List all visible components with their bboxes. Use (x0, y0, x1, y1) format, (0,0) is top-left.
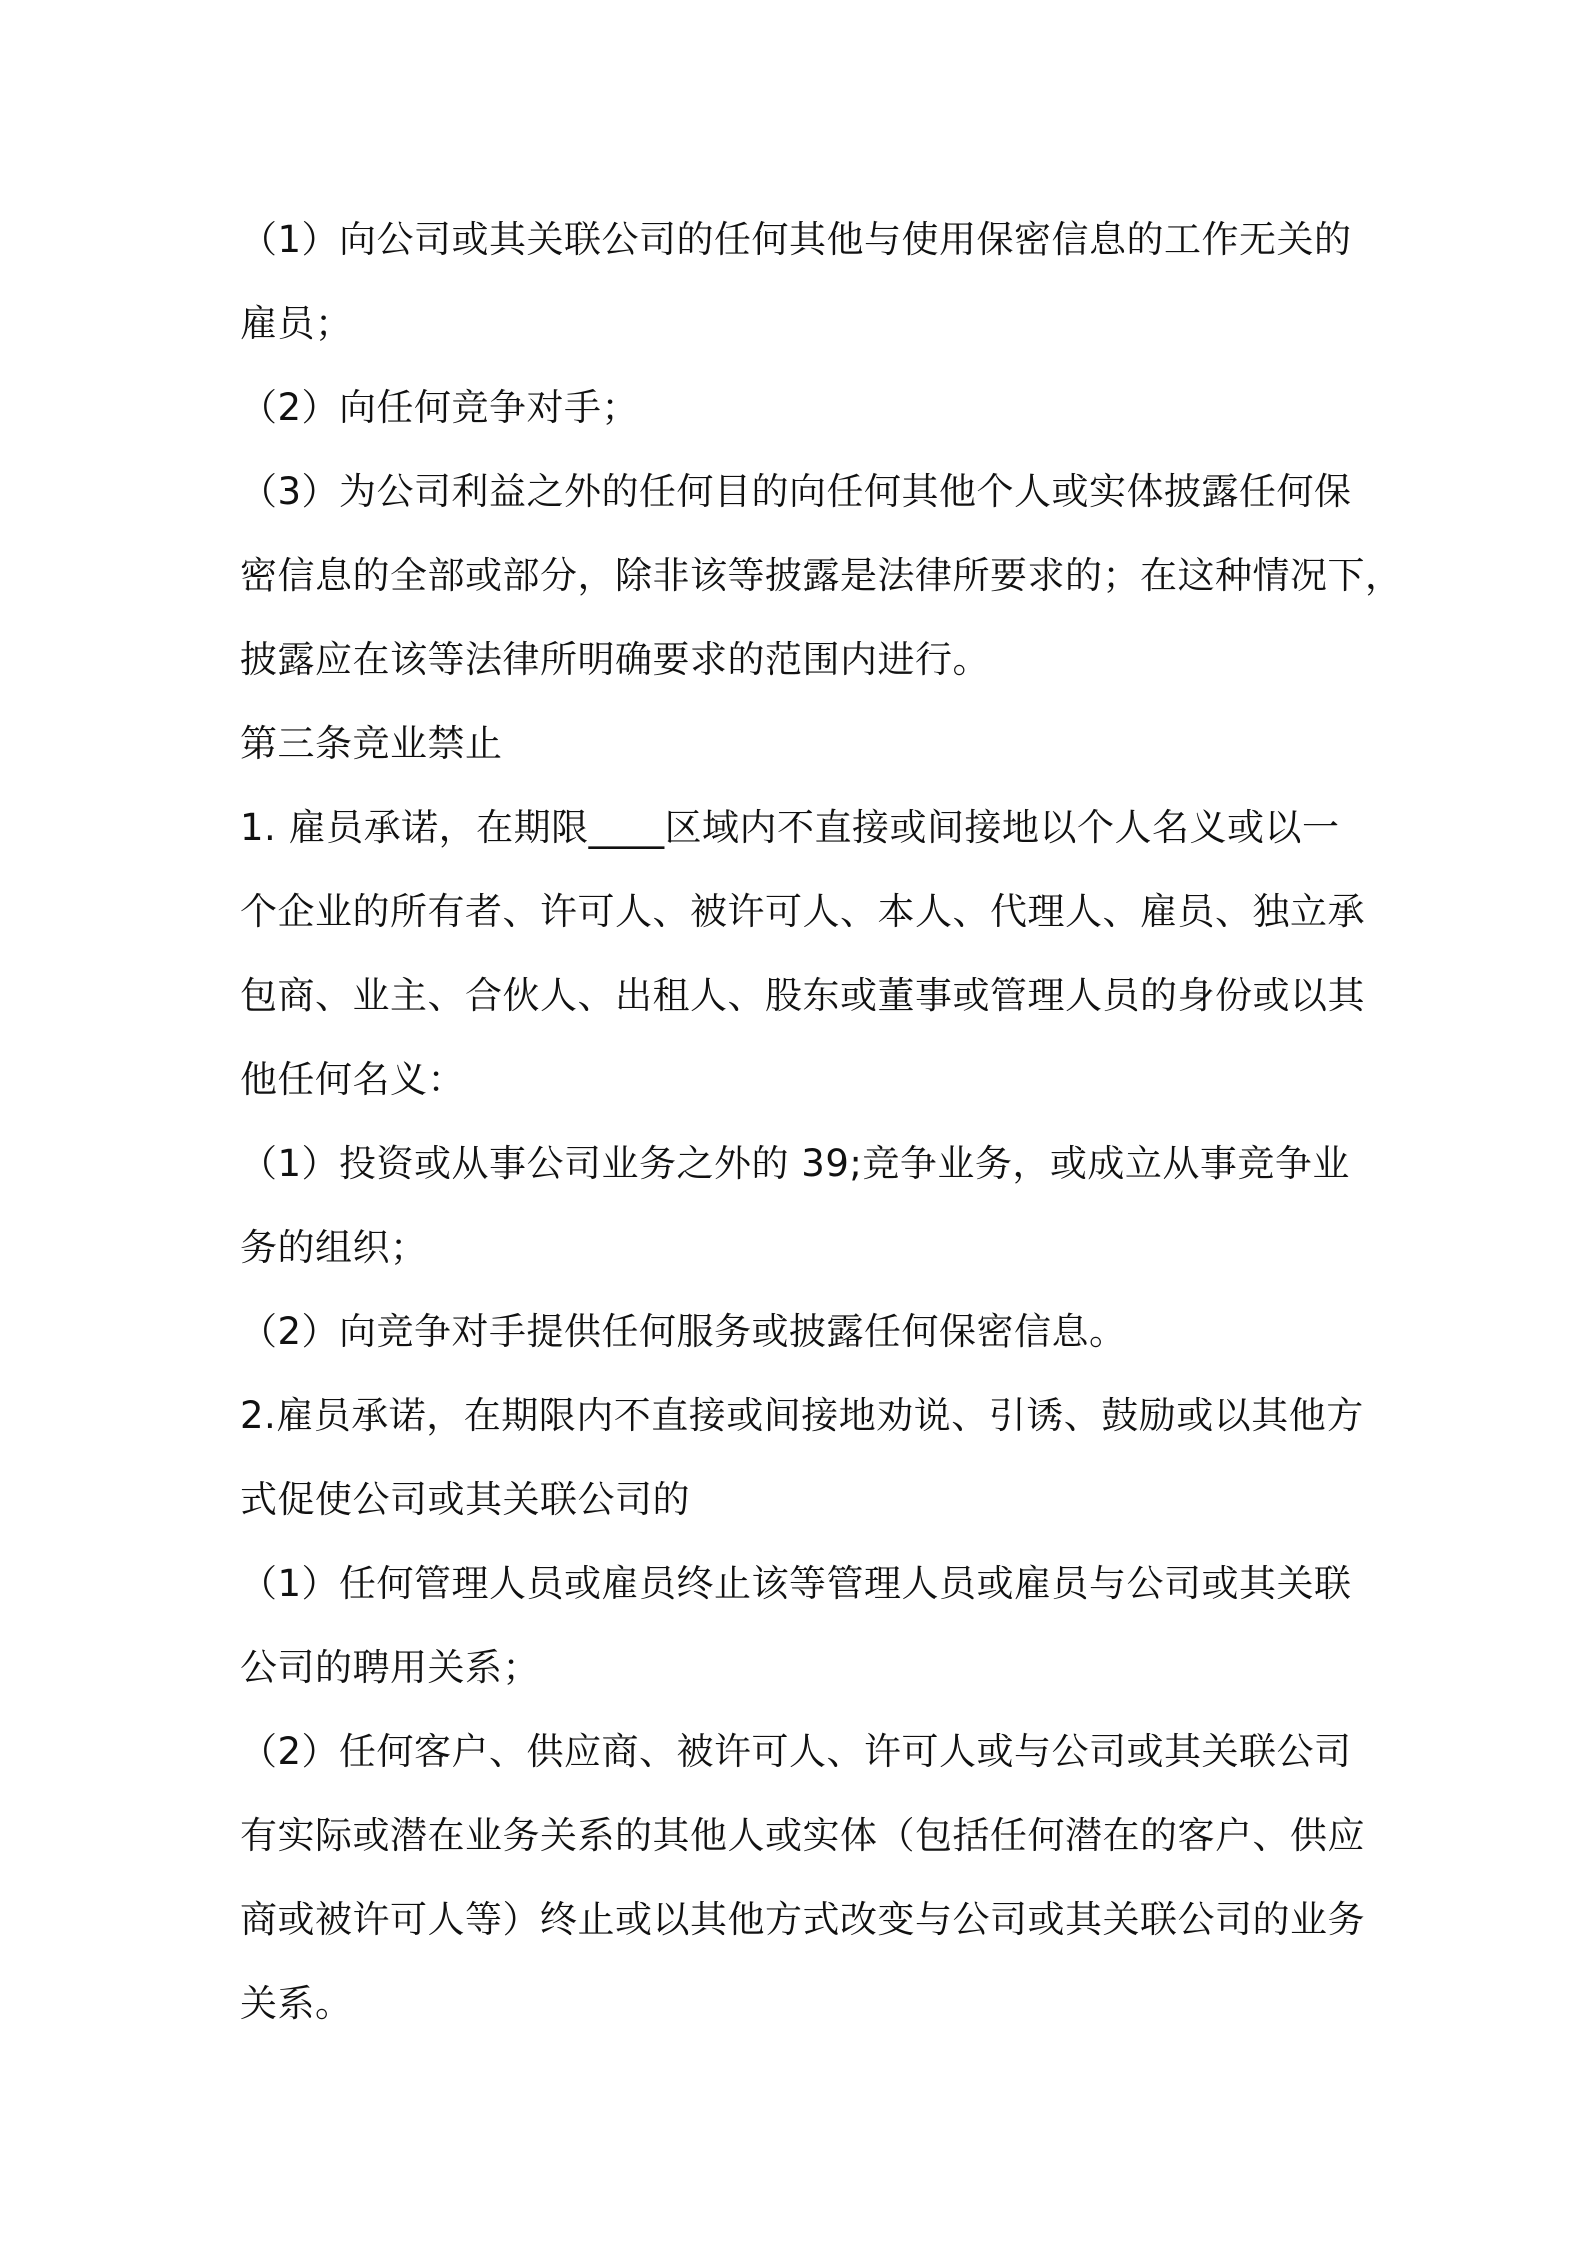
text-line: 商或被许可人等）终止或以其他方式改变与公司或其关联公司的业务 (240, 1898, 1365, 1941)
text-line: 密信息的全部或部分，除非该等披露是法律所要求的；在这种情况下， (240, 554, 1403, 597)
text-line: 务的组织； (240, 1226, 428, 1269)
text-line: 包商、业主、合伙人、出租人、股东或董事或管理人员的身份或以其 (240, 974, 1365, 1017)
text-line: 1. 雇员承诺，在期限____区域内不直接或间接地以个人名义或以一 (240, 806, 1340, 849)
text-line: 2.雇员承诺，在期限内不直接或间接地劝说、引诱、鼓励或以其他方 (240, 1394, 1364, 1437)
section-heading: 第三条竞业禁止 (240, 722, 503, 765)
text-line: （1）任何管理人员或雇员终止该等管理人员或雇员与公司或其关联 (240, 1562, 1352, 1605)
document-body (240, 198, 1403, 2046)
text-line: 有实际或潜在业务关系的其他人或实体（包括任何潜在的客户、供应 (240, 1814, 1365, 1857)
text-line: 关系。 (240, 1982, 353, 2025)
text-line: （2）向竞争对手提供任何服务或披露任何保密信息。 (240, 1310, 1127, 1353)
text-line: 个企业的所有者、许可人、被许可人、本人、代理人、雇员、独立承 (240, 890, 1365, 933)
text-line: （2）向任何竞争对手； (240, 386, 640, 429)
text-line: 他任何名义： (240, 1058, 465, 1101)
text-line: 公司的聘用关系； (240, 1646, 540, 1689)
text-line: 雇员； (240, 302, 353, 345)
text-line: （2）任何客户、供应商、被许可人、许可人或与公司或其关联公司 (240, 1730, 1352, 1773)
text-line: 披露应在该等法律所明确要求的范围内进行。 (240, 638, 990, 681)
text-line: 式促使公司或其关联公司的 (240, 1478, 690, 1521)
text-line: （1）向公司或其关联公司的任何其他与使用保密信息的工作无关的 (240, 218, 1352, 261)
text-line: （3）为公司利益之外的任何目的向任何其他个人或实体披露任何保 (240, 470, 1352, 513)
text-line: （1）投资或从事公司业务之外的 39;竞争业务，或成立从事竞争业 (240, 1142, 1350, 1185)
